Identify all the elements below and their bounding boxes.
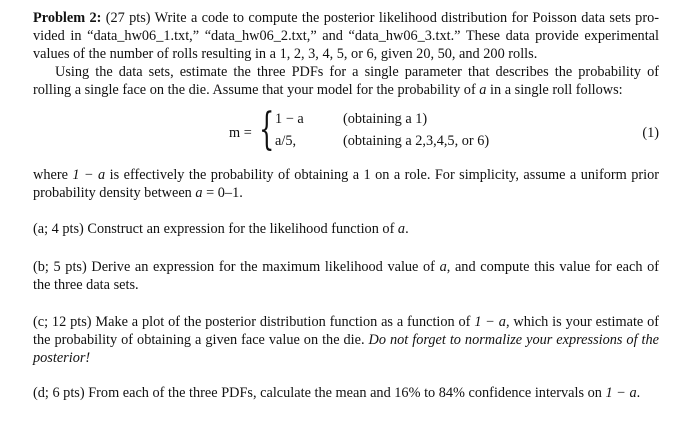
part-d: (d; 6 pts) From each of the three PDFs, calculate the mean and 16% to 84% confidence intervals on 1 − a. (33, 385, 641, 401)
part-c: (c; 12 pts) Make a plot of the posterior distribution function as a function of 1 − a, which is your estimate of the probability of obtaining a given face value on the die. Do not forget to normalize your expressions of the posterior! (33, 314, 660, 366)
part-c-label: (c; 12 pts) (33, 314, 92, 330)
case2-expression: a/5, (275, 133, 297, 149)
case2-condition: (obtaining a 2,3,4,5, or 6) (343, 133, 490, 149)
where-clause: where 1 − a is effectively the probability of obtaining a 1 on a role. For simplicity, assume a uniform prior probability density between a = 0–1. (33, 167, 659, 201)
problem-intro: Problem 2: (27 pts) Write a code to compute the posterior likelihood distribution for Poisson data sets pro- vided in “data_hw06_1.txt,” “data_hw06_2.txt,” and “data_hw06_3.txt.” These data provide experimental values of the number of rolls resulting in a 1, 2, 3, 4, 5, or 6, given 20, 50, and 200 rolls. (33, 10, 659, 62)
problem-points: (27 pts) (105, 10, 151, 26)
part-b-label: (b; 5 pts) (33, 259, 87, 275)
part-b: (b; 5 pts) Derive an expression for the maximum likelihood value of a, and compute this value for each of the three data sets. (33, 259, 660, 293)
equation-lhs: m = (229, 125, 252, 141)
part-d-label: (d; 6 pts) (33, 385, 85, 401)
problem-heading: Problem 2: (33, 10, 102, 26)
left-brace: { (259, 104, 275, 155)
part-a-label: (a; 4 pts) (33, 221, 84, 237)
equation-1 (33, 104, 659, 156)
equation-number: (1) (642, 125, 659, 141)
problem-assumption: Using the data sets, estimate the three PDFs for a single parameter that describes the probability of rolling a single face on the die. Assume that your model for the probability of a in a single roll follows: (33, 64, 659, 98)
part-a: (a; 4 pts) Construct an expression for the likelihood function of a. (33, 221, 409, 237)
case1-condition: (obtaining a 1) (343, 111, 428, 127)
case1-expression: 1 − a (275, 111, 304, 127)
